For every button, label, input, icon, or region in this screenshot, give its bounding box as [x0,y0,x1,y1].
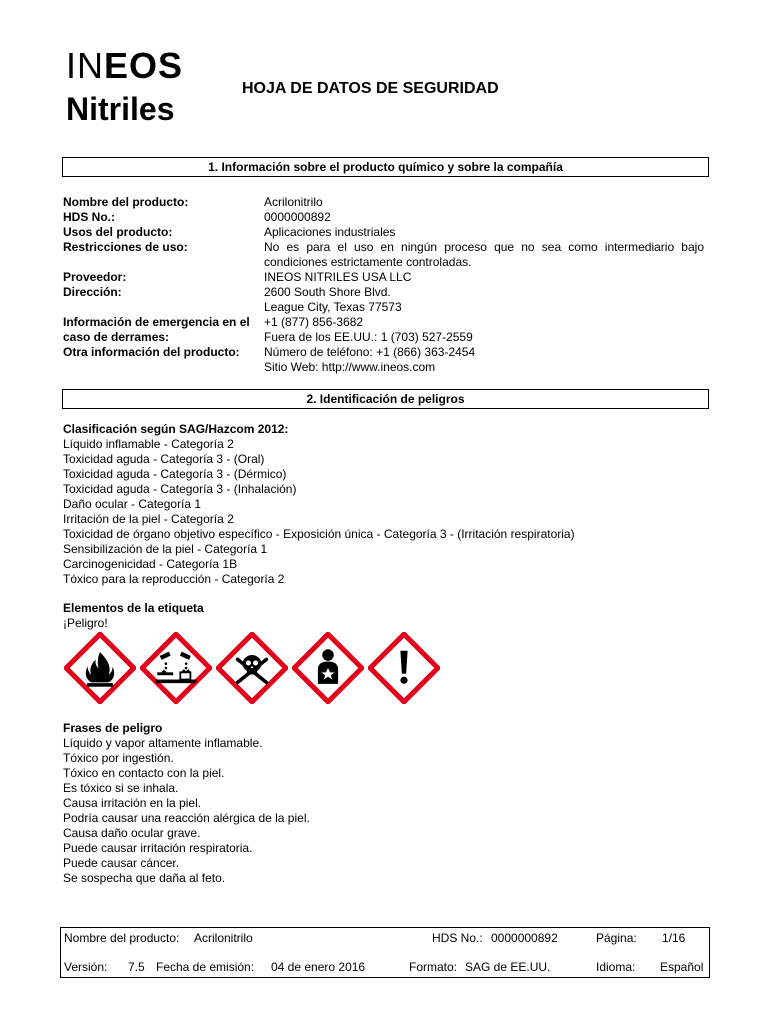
classification-item: Toxicidad aguda - Categoría 3 - (Inhalación) [63,482,297,496]
classification-item: Líquido inflamable - Categoría 2 [63,437,234,451]
footer-version-value: 7.5 [128,960,145,974]
hazard-phrase: Es tóxico si se inhala. [63,781,179,795]
supplier-value: INEOS NITRILES USA LLC [264,270,412,284]
address-line-1: 2600 South Shore Blvd. [264,285,391,299]
page-footer [60,927,710,978]
section-1-header: 1. Información sobre el producto químico y sobre la compañía [62,157,709,177]
emergency-info-label: Información de emergencia en el caso de derrames: [63,315,250,344]
classification-item: Daño ocular - Categoría 1 [63,497,202,511]
emergency-phone: +1 (877) 856-3682 [264,315,364,329]
corrosion-icon [140,632,212,704]
exclamation-mark-icon [368,632,440,704]
hazard-phrase: Tóxico en contacto con la piel. [63,766,225,780]
hazard-phrases-title: Frases de peligro [63,721,163,735]
footer-product-label: Nombre del producto: [64,931,180,945]
product-name-value: Acrilonitrilo [264,195,323,209]
hazard-phrases-list [63,736,310,886]
signal-word: ¡Peligro! [63,616,108,630]
hds-no-value: 0000000892 [264,210,331,224]
ghs-pictograms [64,632,440,704]
label-elements-title: Elementos de la etiqueta [63,601,204,615]
classification-item: Carcinogenicidad - Categoría 1B [63,557,238,571]
hazard-phrase: Se sospecha que daña al feto. [63,871,226,885]
product-name-label: Nombre del producto: [63,195,189,209]
skull-crossbones-icon [216,632,288,704]
classification-list [63,437,575,587]
footer-page-label: Página: [596,931,637,945]
footer-language-value: Español [660,960,704,974]
footer-format-label: Formato: [409,960,458,974]
footer-row-1 [61,930,709,950]
hazard-phrase: Causa daño ocular grave. [63,826,201,840]
page-title: HOJA DE DATOS DE SEGURIDAD [242,80,499,97]
section-2-header: 2. Identificación de peligros [62,389,709,409]
classification-item: Tóxico para la reproducción - Categoría 2 [63,572,285,586]
ineos-logo-nitriles: Nitriles [66,91,175,127]
product-uses-label: Usos del producto: [63,225,173,239]
footer-issue-value: 04 de enero 2016 [271,960,366,974]
logo-part: IN [66,45,104,86]
hds-no-label: HDS No.: [63,210,115,224]
flame-icon [64,632,136,704]
hazard-phrase: Puede causar irritación respiratoria. [63,841,253,855]
footer-format-value: SAG de EE.UU. [465,960,551,974]
classification-item: Toxicidad aguda - Categoría 3 - (Dérmico) [63,467,287,481]
supplier-label: Proveedor: [63,270,127,284]
hazard-phrase: Líquido y vapor altamente inflamable. [63,736,263,750]
ineos-logo-top [66,46,183,86]
address-line-2: League City, Texas 77573 [264,300,402,314]
footer-issue-label: Fecha de emisión: [156,960,255,974]
other-info-phone: Número de teléfono: +1 (866) 363-2454 [264,345,476,359]
hazard-phrase: Podría causar una reacción alérgica de la piel. [63,811,310,825]
other-info-website: Sitio Web: http://www.ineos.com [264,360,436,374]
classification-item: Toxicidad de órgano objetivo específico - Exposición única - Categoría 3 - (Irritación respiratoria) [63,527,575,541]
use-restrictions-value: No es para el uso en ningún proceso que no sea como intermediario bajo condiciones estrictamente controladas. [264,240,704,269]
hazard-phrase: Puede causar cáncer. [63,856,180,870]
footer-hds-value: 0000000892 [491,931,558,945]
footer-language-label: Idioma: [596,960,636,974]
footer-row-2 [61,959,709,979]
classification-item: Sensibilización de la piel - Categoría 1 [63,542,268,556]
other-info-label: Otra información del producto: [63,345,240,359]
emergency-phone-intl: Fuera de los EE.UU.: 1 (703) 527-2559 [264,330,473,344]
footer-product-value: Acrilonitrilo [194,931,253,945]
footer-hds-label: HDS No.: [432,931,483,945]
hazard-phrase: Tóxico por ingestión. [63,751,174,765]
address-label: Dirección: [63,285,122,299]
classification-item: Irritación de la piel - Categoría 2 [63,512,234,526]
health-hazard-icon [292,632,364,704]
classification-item: Toxicidad aguda - Categoría 3 - (Oral) [63,452,265,466]
classification-title: Clasificación según SAG/Hazcom 2012: [63,422,289,436]
use-restrictions-label: Restricciones de uso: [63,240,188,254]
hazard-phrase: Causa irritación en la piel. [63,796,202,810]
logo-part: OS [129,45,184,86]
product-uses-value: Aplicaciones industriales [264,225,396,239]
footer-page-value: 1/16 [662,931,686,945]
footer-version-label: Versión: [64,960,108,974]
logo-part: E [104,45,130,86]
